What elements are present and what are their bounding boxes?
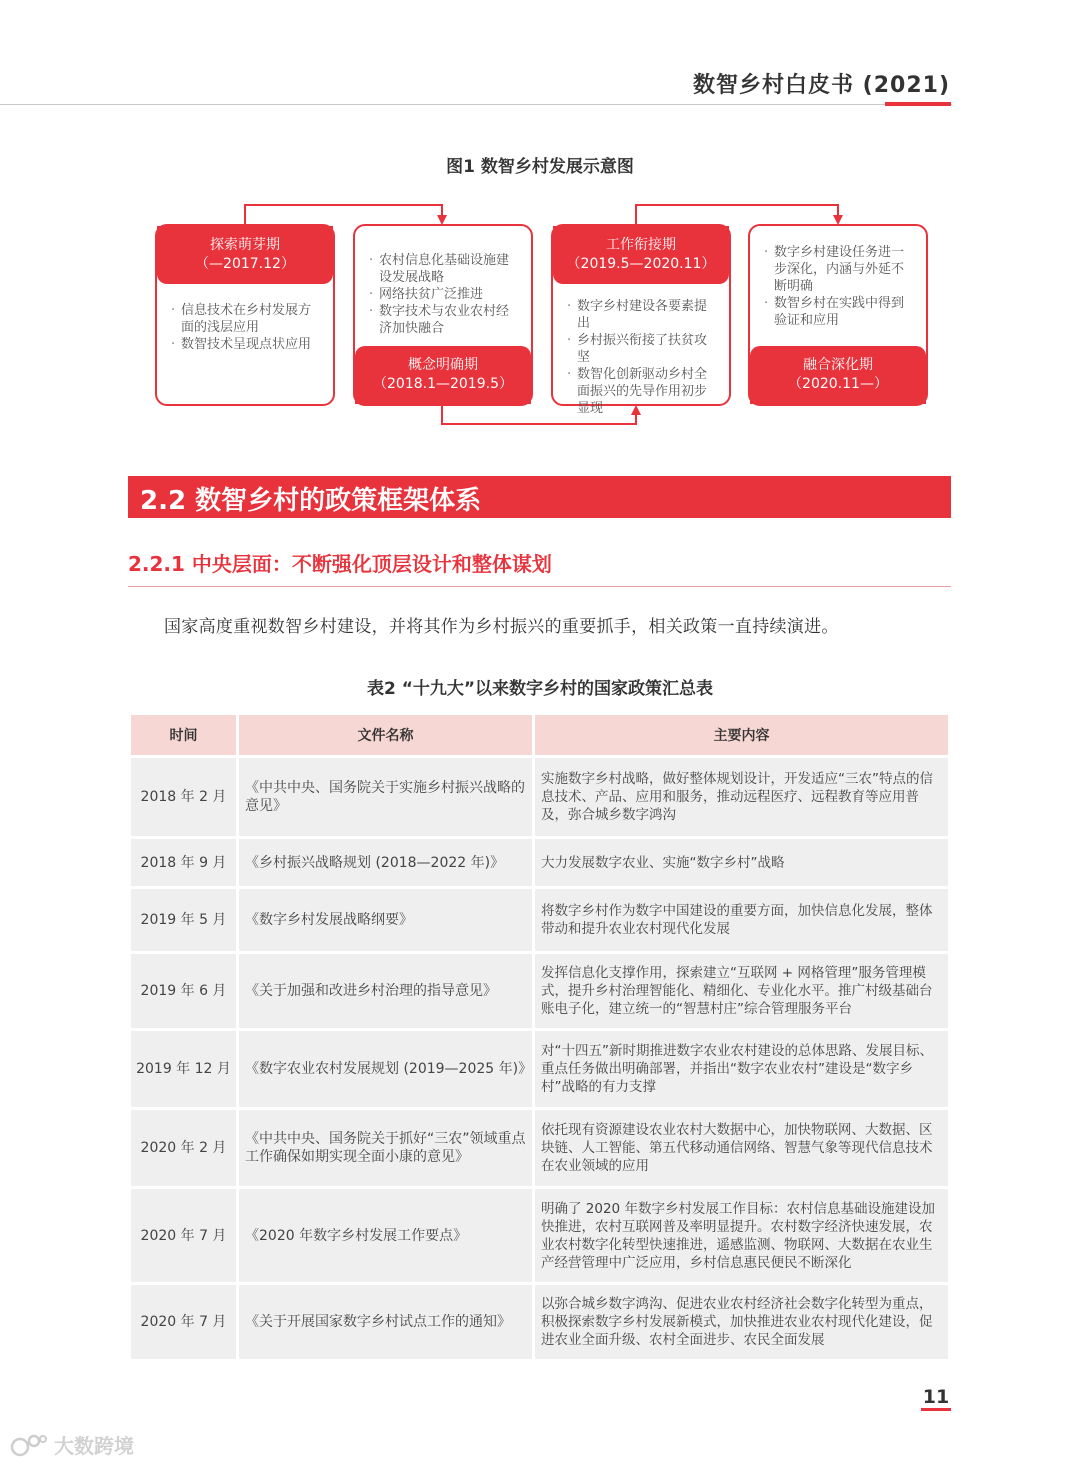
watermark-text: 大数跨境 [54, 1434, 134, 1458]
cell-date: 2019 年 5 月 [131, 889, 236, 951]
stage-card-transition [551, 224, 731, 416]
stage-name: 探索萌芽期 [210, 237, 280, 253]
subsection-title: 2.2.1 中央层面：不断强化顶层设计和整体谋划 [128, 552, 552, 576]
cell-document-name: 《数字农业农村发展规划 (2019—2025 年)》 [239, 1031, 532, 1107]
stage-bullet: · 信息技术在乡村发展方面的浅层应用 [171, 302, 323, 336]
cell-document-name: 《数字乡村发展战略纲要》 [239, 889, 532, 951]
cell-document-name: 《中共中央、国务院关于实施乡村振兴战略的意见》 [239, 758, 532, 836]
stage-bullet: · 数字乡村建设任务进一步深化，内涵与外延不断明确 [764, 244, 916, 295]
table-row [131, 758, 948, 836]
stage-name: 概念明确期 [408, 357, 478, 373]
arrow-stage1-to-stage2 [245, 205, 442, 224]
stage-bullets [764, 244, 916, 329]
policy-table [128, 712, 951, 1362]
cell-date: 2020 年 7 月 [131, 1285, 236, 1359]
stage-header [750, 346, 926, 404]
cell-document-name: 《中共中央、国务院关于抓好“三农”领域重点工作确保如期实现全面小康的意见》 [239, 1110, 532, 1186]
arrow-stage3-to-stage4 [636, 205, 838, 224]
stage-header [355, 346, 531, 404]
column-header-date: 时间 [131, 715, 236, 755]
stage-bullet: · 农村信息化基础设施建设发展战略 [369, 252, 521, 286]
page-number-underline [921, 1408, 951, 1411]
stage-card-integration [748, 224, 928, 406]
stage-bullet: · 数字技术与农业农村经济加快融合 [369, 303, 521, 337]
table-row [131, 889, 948, 951]
cell-document-name: 《2020 年数字乡村发展工作要点》 [239, 1189, 532, 1282]
cell-content: 以弥合城乡数字鸿沟、促进农业农村经济社会数字化转型为重点，积极探索数字乡村发展新模式，加快推进农业农村现代化建设，促进农业全面升级、农村全面进步、农民全面发展 [535, 1285, 948, 1359]
cell-content: 实施数字乡村战略，做好整体规划设计，开发适应“三农”特点的信息技术、产品、应用和服务，推动远程医疗、远程教育等应用普及，弥合城乡数字鸿沟 [535, 758, 948, 836]
cell-content: 发挥信息化支撑作用，探索建立“互联网 + 网格管理”服务管理模式，提升乡村治理智能化、精细化、专业化水平。推广村级基础台账电子化，建立统一的“智慧村庄”综合管理服务平台 [535, 954, 948, 1028]
stage-header [553, 226, 729, 284]
table-row [131, 1031, 948, 1107]
column-header-content: 主要内容 [535, 715, 948, 755]
stage-period: （—2017.12） [195, 256, 295, 272]
cell-content: 明确了 2020 年数字乡村发展工作目标：农村信息基础设施建设加快推进，农村互联网普及率明显提升。农村数字经济快速发展，农业农村数字化转型快速推进，遥感监测、物联网、大数据在农业生产经营管理中广泛应用，乡村信息惠民便民不断深化 [535, 1189, 948, 1282]
cell-date: 2019 年 6 月 [131, 954, 236, 1028]
stage-period: （2018.1—2019.5） [373, 376, 513, 392]
stage-bullet: · 数智乡村在实践中得到验证和应用 [764, 295, 916, 329]
subsection-divider [128, 586, 951, 587]
cell-document-name: 《乡村振兴战略规划 (2018—2022 年)》 [239, 839, 532, 886]
cell-content: 大力发展数字农业、实施“数字乡村”战略 [535, 839, 948, 886]
stage-header [157, 226, 333, 284]
cell-content: 将数字乡村作为数字中国建设的重要方面，加快信息化发展，整体带动和提升农业农村现代化发展 [535, 889, 948, 951]
body-paragraph: 国家高度重视数智乡村建设，并将其作为乡村振兴的重要抓手，相关政策一直持续演进。 [164, 617, 839, 637]
stage-bullets [567, 298, 719, 417]
stage-bullet: · 网络扶贫广泛推进 [369, 286, 521, 303]
stage-bullet: · 数智技术呈现点状应用 [171, 336, 323, 353]
cell-date: 2020 年 7 月 [131, 1189, 236, 1282]
cell-document-name: 《关于加强和改进乡村治理的指导意见》 [239, 954, 532, 1028]
stage-bullets [171, 302, 323, 353]
table-header-row [131, 715, 948, 755]
cell-date: 2018 年 9 月 [131, 839, 236, 886]
page-number: 11 [922, 1386, 950, 1408]
cell-date: 2018 年 2 月 [131, 758, 236, 836]
cell-content: 依托现有资源建设农业农村大数据中心，加快物联网、大数据、区块链、人工智能、第五代移动通信网络、智慧气象等现代信息技术在农业领域的应用 [535, 1110, 948, 1186]
table-row [131, 954, 948, 1028]
watermark-logo-icon [10, 1432, 48, 1458]
column-header-name: 文件名称 [239, 715, 532, 755]
watermark [10, 1430, 134, 1459]
table-row [131, 1110, 948, 1186]
section-heading-bar [128, 476, 951, 518]
cell-content: 对“十四五”新时期推进数字农业农村建设的总体思路、发展目标、重点任务做出明确部署，并指出“数字农业农村”建设是“数字乡村”战略的有力支撑 [535, 1031, 948, 1107]
stage-bullet: · 数字乡村建设各要素提出 [567, 298, 719, 332]
stage-period: （2020.11—） [788, 376, 888, 392]
stage-bullet: · 数智化创新驱动乡村全面振兴的先导作用初步显现 [567, 366, 719, 417]
stage-period: （2019.5—2020.11） [566, 256, 716, 272]
cell-date: 2019 年 12 月 [131, 1031, 236, 1107]
figure-title: 图1 数智乡村发展示意图 [446, 157, 634, 177]
section-title: 2.2 数智乡村的政策框架体系 [140, 486, 482, 516]
cell-date: 2020 年 2 月 [131, 1110, 236, 1186]
stage-card-concept [353, 224, 533, 406]
stage-card-exploration [155, 224, 335, 406]
cell-document-name: 《关于开展国家数字乡村试点工作的通知》 [239, 1285, 532, 1359]
table-row [131, 1285, 948, 1359]
stage-bullet: · 乡村振兴衔接了扶贫攻坚 [567, 332, 719, 366]
document-title: 数智乡村白皮书 (2021) [693, 73, 950, 98]
table-row [131, 839, 948, 886]
stage-name: 融合深化期 [803, 357, 873, 373]
table-title: 表2 “十九大”以来数字乡村的国家政策汇总表 [366, 679, 714, 699]
table-row [131, 1189, 948, 1282]
stage-name: 工作衔接期 [606, 237, 676, 253]
stage-bullets [369, 252, 521, 337]
